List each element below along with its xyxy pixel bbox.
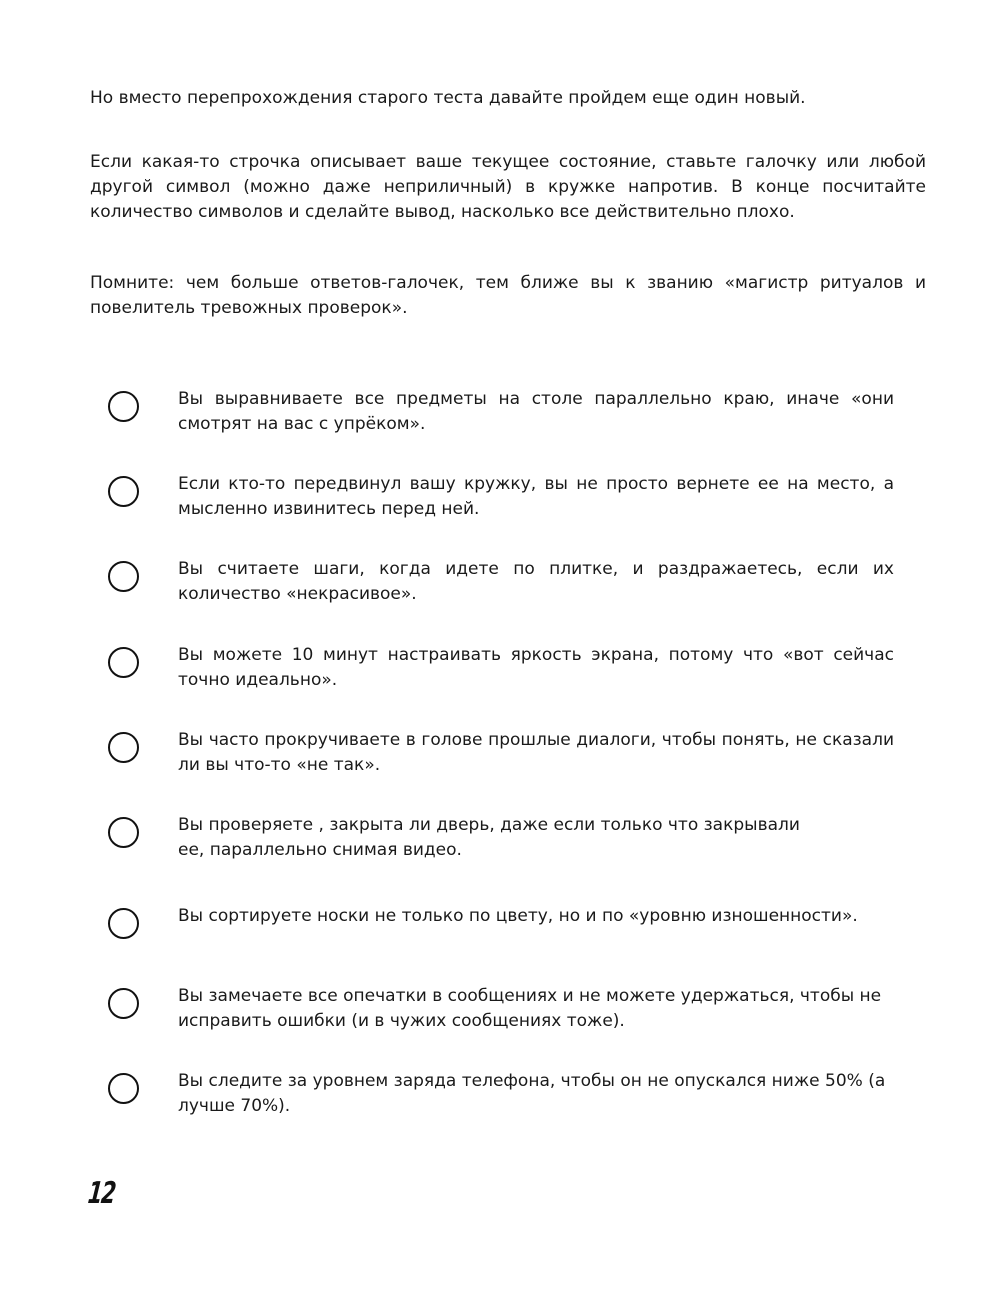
checklist-item-text: Вы часто прокручиваете в голове прошлые диалоги, чтобы понять, не сказали ли вы что-то «не так». [178, 730, 894, 775]
page-number: 12 [86, 1176, 117, 1211]
checkbox-circle[interactable] [108, 561, 139, 592]
checklist-item-text: Вы следите за уровнем заряда телефона, чтобы он не опускался ниже 50% (а лучше 70%). [178, 1071, 886, 1116]
checkbox-circle[interactable] [108, 476, 139, 507]
intro-paragraph-1: Но вместо перепрохождения старого теста давайте пройдем еще один новый. [90, 88, 806, 108]
checklist-item-text: Вы сортируете носки не только по цвету, но и по «уровню изношенности». [178, 906, 858, 926]
checkbox-circle[interactable] [108, 647, 139, 678]
checkbox-circle[interactable] [108, 391, 139, 422]
checkbox-circle[interactable] [108, 988, 139, 1019]
checklist-item-text: Вы можете 10 минут настраивать яркость экрана, потому что «вот сейчас точно идеально». [178, 645, 894, 690]
checkbox-circle[interactable] [108, 817, 139, 848]
checklist-item-text: Вы замечаете все опечатки в сообщениях и не можете удержаться, чтобы не исправить ошибки (и в чужих сообщениях тоже). [178, 986, 882, 1031]
checkbox-circle[interactable] [108, 908, 139, 939]
checklist-item-text: Вы выравниваете все предметы на столе параллельно краю, иначе «они смотрят на вас с упрёком». [178, 389, 894, 434]
checkbox-circle[interactable] [108, 732, 139, 763]
checklist-item-text: Если кто-то передвинул вашу кружку, вы не просто вернете ее на место, а мысленно извинитесь перед ней. [178, 474, 894, 519]
checklist-item-text: Вы считаете шаги, когда идете по плитке, и раздражаетесь, если их количество «некрасивое». [178, 559, 894, 604]
checklist-item-text: Вы проверяете , закрыта ли дверь, даже если только что закрывали ее, параллельно снимая видео. [178, 815, 800, 860]
intro-paragraph-2: Если какая-то строчка описывает ваше текущее состояние, ставьте галочку или любой другой символ (можно даже неприличный) в кружке напротив. В конце посчитайте количество символов и сделайте вывод, насколько все действительно плохо. [90, 152, 926, 222]
checkbox-circle[interactable] [108, 1073, 139, 1104]
intro-paragraph-3: Помните: чем больше ответов-галочек, тем ближе вы к званию «магистр ритуалов и повелитель тревожных проверок». [90, 273, 926, 318]
